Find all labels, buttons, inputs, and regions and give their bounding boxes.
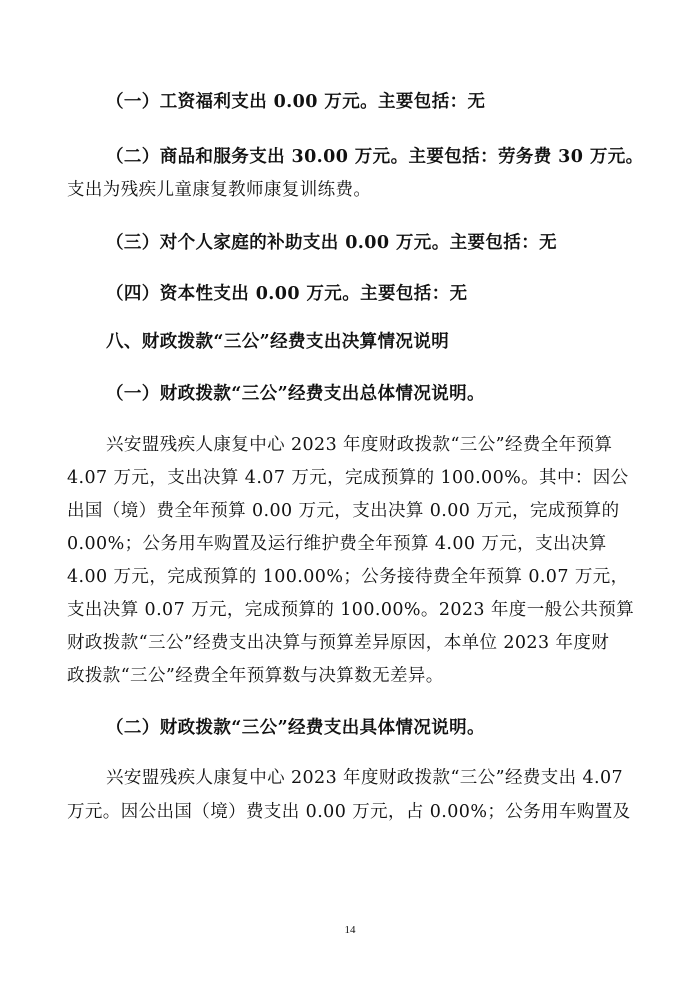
paragraph-line: 财政拨款“三公”经费支出决算与预算差异原因，本单位 2023 年度财 <box>67 633 610 653</box>
subsection-overall-heading: （一）财政拨款“三公”经费支出总体情况说明。 <box>106 384 485 404</box>
paragraph-line: 兴安盟残疾人康复中心 2023 年度财政拨款“三公”经费全年预算 <box>106 435 613 455</box>
paragraph-line: 兴安盟残疾人康复中心 2023 年度财政拨款“三公”经费支出 4.07 <box>106 768 624 788</box>
paragraph-line: 4.00 万元，完成预算的 100.00%；公务接待费全年预算 0.07 万元， <box>67 567 629 587</box>
section-goods-services-expenditure: （二）商品和服务支出 30.00 万元。主要包括：劳务费 30 万元。 <box>106 147 644 167</box>
section-capital-expenditure: （四）资本性支出 0.00 万元。主要包括：无 <box>106 284 468 304</box>
page-number: 14 <box>344 924 356 936</box>
paragraph-line: 4.07 万元，支出决算 4.07 万元，完成预算的 100.00%。其中：因公 <box>67 468 629 488</box>
section-personnel-expenditure: （一）工资福利支出 0.00 万元。主要包括：无 <box>106 92 486 112</box>
paragraph-line: 政拨款“三公”经费全年预算数与决算数无差异。 <box>67 666 444 686</box>
subsection-detail-heading: （二）财政拨款“三公”经费支出具体情况说明。 <box>106 718 485 738</box>
section-household-subsidy: （三）对个人家庭的补助支出 0.00 万元。主要包括：无 <box>106 233 558 253</box>
chapter-heading-three-public: 八、财政拨款“三公”经费支出决算情况说明 <box>106 332 450 352</box>
paragraph-line: 0.00%；公务用车购置及运行维护费全年预算 4.00 万元，支出决算 <box>67 534 607 554</box>
paragraph-line: 万元。因公出国（境）费支出 0.00 万元，占 0.00%；公务用车购置及 <box>67 802 631 822</box>
paragraph-line: 支出决算 0.07 万元，完成预算的 100.00%。2023 年度一般公共预算 <box>67 600 635 620</box>
paragraph-line: 支出为残疾儿童康复教师康复训练费。 <box>67 180 372 200</box>
paragraph-line: 出国（境）费全年预算 0.00 万元，支出决算 0.00 万元，完成预算的 <box>67 501 620 521</box>
